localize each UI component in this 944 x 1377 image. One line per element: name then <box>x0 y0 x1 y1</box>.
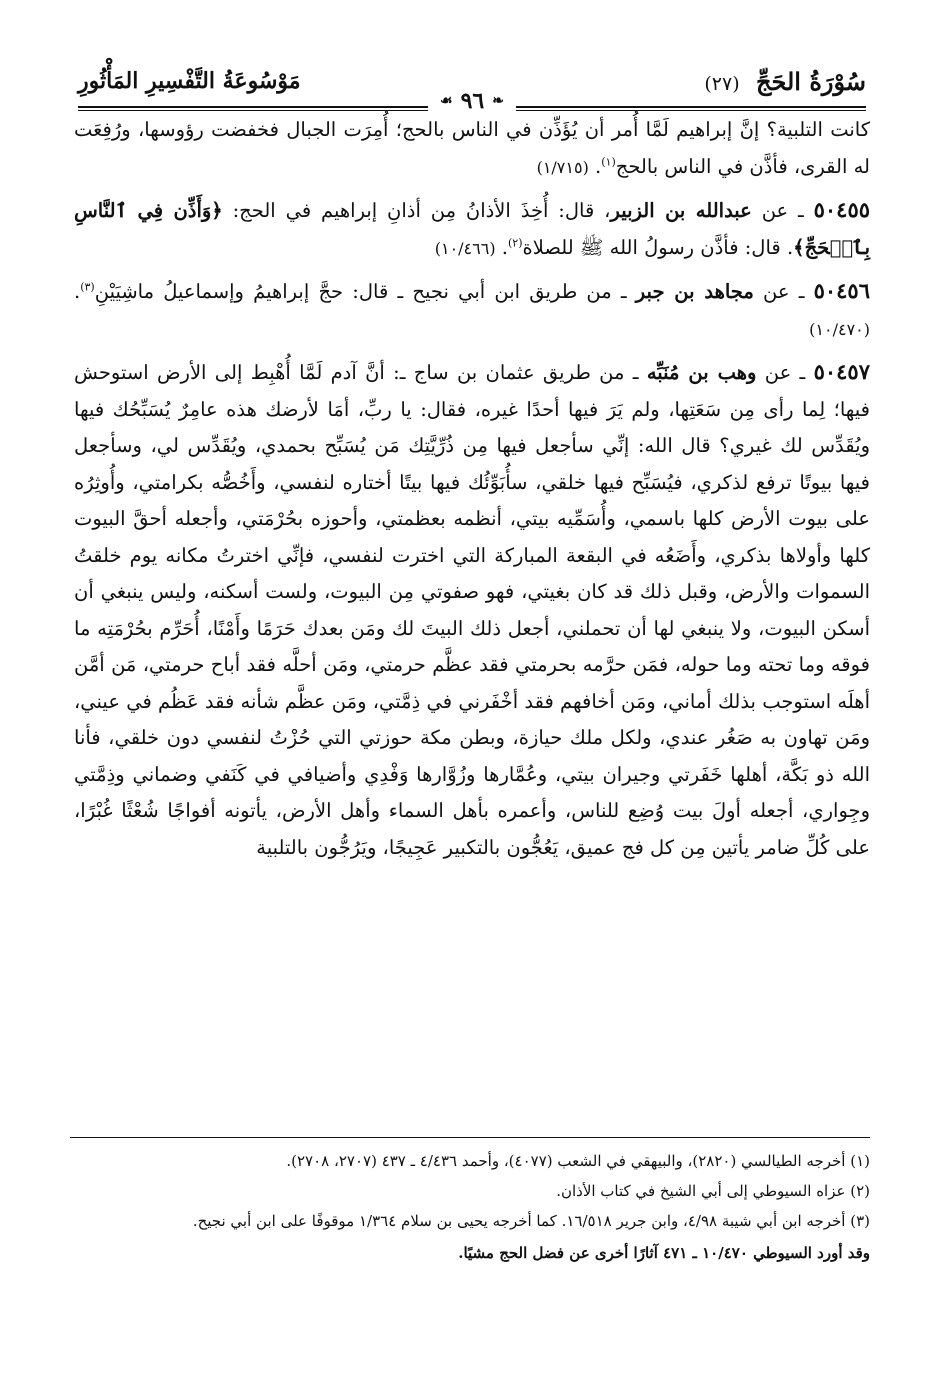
paragraph-text: . قال: فأذَّن رسولُ الله ﷺ للصلاة <box>522 235 794 259</box>
hadith-entry <box>74 192 870 267</box>
footnote-marker: (٣) <box>80 280 95 294</box>
paragraph-tail: . <box>501 235 508 259</box>
footnote: (١) أخرجه الطيالسي (٢٨٢٠)، والبيهقي في الشعب (٤٠٧٧)، وأحمد ٤/٤٣٦ ـ ٤٣٧ (٢٧٠٧، ٢٧٠٨). <box>286 1152 870 1170</box>
paragraph-text: ، قال: أُخِذَ الأذانُ مِن أذانِ إبراهيم في الحج: <box>222 199 611 222</box>
surah-title: سُوْرَةُ الحَجِّ <box>756 66 866 96</box>
ornament-icon: ☙ <box>440 93 453 109</box>
volume-reference: (١٠/٤٦٦) <box>434 238 496 258</box>
footnote-marker: (٢) <box>507 236 523 249</box>
entry-number: ٥٠٤٥٦ <box>813 278 870 303</box>
hadith-entry <box>74 354 870 866</box>
paragraph-tail: . <box>595 154 602 178</box>
hadith-entry <box>74 273 870 348</box>
paragraph-text: كانت التلبية؟ إنَّ إبراهيم لَمَّا أُمر أن يُؤَذِّن في الناس بالحج؛ أُمِرَت الجبال فخفضت رؤوسها، ورُفِعَت له القرى، فأذَّن في الناس بالحج <box>74 118 870 178</box>
page-number-box <box>428 88 516 114</box>
entry-number: ٥٠٤٥٥ <box>813 197 871 222</box>
entry-prefix: ـ عن <box>751 199 814 222</box>
entry-prefix: ـ عن <box>753 280 814 303</box>
paragraph-text: ـ من طريق ابن أبي نجيح ـ قال: حجَّ إبراهيمُ وإسماعيلُ ماشِيَيْنِ <box>94 280 636 303</box>
entry-prefix: ـ عن <box>756 361 814 384</box>
narrator-name: وهب بن مُنَبِّه <box>646 361 757 384</box>
footnote: (٢) عزاه السيوطي إلى أبي الشيخ في كتاب الأذان. <box>556 1182 870 1200</box>
volume-reference: (١٠/٤٧٠) <box>809 319 870 339</box>
volume-reference: (١/٧١٥) <box>536 157 589 177</box>
ornament-icon: ❧ <box>492 93 504 109</box>
paragraph-text: ـ من طريق عثمان بن ساج ـ: أنَّ آدم لَمَّا أُهْبِط إلى الأرض استوحش فيها؛ لِما رأى مِن سَعَتِها، ولم يَرَ فيها أحدًا غيره، فقال: يا ربِّ، أمَا لأرضك هذه عامِرٌ يُسَبِّحُك فيها ويُقَدِّس لك غيري؟ قال الله: إنِّي سأجعل فيها مِن ذُرِّيَّتِك مَن يُسَبِّح بحمدي، ويُقَدِّس لي، وسأجعل فيها بيوتًا ترفع لذكري، فيُسَبِّح فيها خلقي، سأُبَوِّئُك فيها بيتًا أختاره لنفسي، وأَخُصُّه بكرامتي، وأُوثِرُه على بيوت الأرض كلها باسمي، وأُسَمِّيه بيتي، أنظمه بعظمتي، وأحوزه بحُرْمَتي، وأجعله أحقَّ البيوت كلها وأولاها بذكري، وأَضَعُه في البقعة المباركة التي اخترت لنفسي، فإنِّي اخترتُ مكانه يوم خلقتُ السموات والأرض، وقبل ذلك قد كان بغيتي، فهو صفوتي مِن البيوت، ولست أسكنه، وليس ينبغي أن أسكن البيوت، ولا ينبغي لها أن تحملني، أجعل ذلك البيتَ لك ومَن بعدك حَرَمًا وأَمْنًا، أُحَرِّم بحُرْمَتِه ما فوقه وما تحته وما حوله، فمَن حرَّمه بحرمتي فقد عظَّم حرمتي، ومَن أحلَّه فقد أباح حرمتي، مَن أمَّن أهلَه استوجب بذلك أماني، ومَن أخافهم فقد أخْفَرني في ذِمَّتي، ومَن عظَّم شأنه فقد عَظُم في عيني، ومَن تهاون به صَغُر عندي، ولكل ملك حيازة، وبطن مكة حوزتي التي حُزْتُ لنفسي دون خلقي، فأنا الله ذو بَكَّة، أهلها خَفَرتي وجيران بيتي، وعُمَّارها وزُوَّارها وَفْدِي وأضيافي في كَنَفي وضماني وذِمَّتي وجِواري، أجعله أولَ بيت وُضِع للناس، وأعمره بأهل السماء وأهل الأرض، يأتونه أفواجًا شُعْثًا غُبْرًا، على كُلِّ ضامر يأتين مِن كل فج عميق، يَعُجُّون بالتكبير عَجِيجًا، ويَرُجُّون بالتلبية <box>74 361 870 859</box>
final-note: وقد أورد السيوطي ١٠/٤٧٠ ـ ٤٧١ آثارًا أخرى عن فضل الحج مشيًا. <box>458 1244 870 1262</box>
paragraph <box>74 112 870 186</box>
book-title: مَوْسُوعَةُ التَّفْسِيرِ المَأْثُورِ <box>78 68 301 94</box>
footnotes <box>74 1148 870 1270</box>
main-text <box>74 112 870 866</box>
quran-verse: ﴿وَأَذِّن فِي ٱلنَّاسِ بِٱلۡحَجِّ﴾ <box>74 199 870 259</box>
footnote-rule <box>70 1137 870 1138</box>
narrator-name: عبدالله بن الزبير <box>610 199 752 222</box>
surah-number: (٢٧) <box>704 72 740 95</box>
paragraph-tail: . <box>74 280 81 303</box>
narrator-name: مجاهد بن جبر <box>635 280 754 303</box>
page-number: ٩٦ <box>460 88 485 114</box>
footnote-marker: (١) <box>601 155 616 168</box>
entry-number: ٥٠٤٥٧ <box>813 359 870 384</box>
footnote: (٣) أخرجه ابن أبي شيبة ٤/٩٨، وابن جرير ١٦/٥١٨. كما أخرجه يحيى بن سلام ١/٣٦٤ موقوفًا على ابن أبي نجيح. <box>192 1212 870 1230</box>
